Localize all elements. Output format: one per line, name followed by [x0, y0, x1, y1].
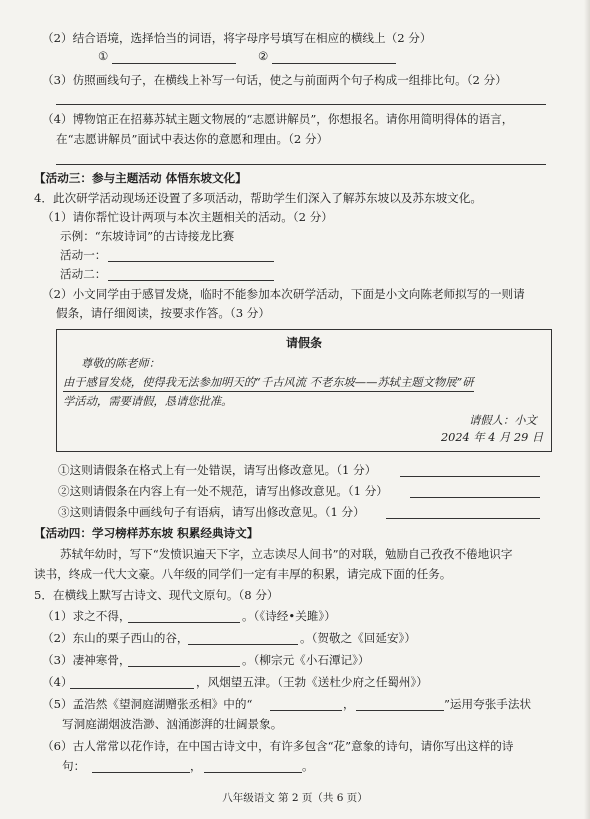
leave-note-date: 2024 年 4 月 29 日	[441, 431, 544, 444]
recite-6-line1: （6）古人常常以花作诗，在中国古诗文中，有许多包含“花”意象的诗句，请你写出这样的诗	[42, 739, 514, 753]
choice-2-blank[interactable]	[272, 63, 396, 64]
question-4-intro: 4．此次研学活动现场还设置了多项活动，帮助学生们深入了解苏东坡以及苏东坡文化。	[34, 191, 482, 205]
recite-4-source: ，风烟望五津。（王勃《送杜少府之任蜀州》）	[196, 675, 428, 689]
page-footer: 八年级语文 第 2 页（共 6 页）	[222, 792, 368, 804]
passage-line1: 苏轼年幼时，写下“发愤识遍天下字，立志读尽人间书”的对联，勉励自己孜孜不倦地识字	[60, 547, 513, 561]
activity-4-heading: 【活动四：学习榜样苏东坡 积累经典诗文】	[34, 526, 259, 540]
question-4-2-line1: （2）小文同学由于感冒发烧，临时不能参加本次研学活动，下面是小文向陈老师拟写的一则请	[42, 287, 525, 301]
activity-2-label: 活动二：	[60, 267, 107, 281]
sub-question-2-blank[interactable]	[410, 497, 540, 498]
answer-line-q3[interactable]	[56, 104, 546, 105]
recite-2-prefix: （2）东山的栗子西山的谷，	[42, 631, 189, 645]
leave-note-body-line2: 学活动，需要请假，恳请您批准。	[63, 395, 233, 408]
recite-5-comma: ，	[343, 697, 355, 711]
choice-1-label: ①	[98, 49, 109, 63]
recite-5-line2: 写洞庭湖烟波浩渺、汹涌澎湃的壮阔景象。	[62, 717, 283, 731]
activity-2-blank[interactable]	[108, 280, 274, 281]
activity-3-heading: 【活动三：参与主题活动 体悟东坡文化】	[34, 171, 247, 185]
recite-5-prefix: （5）孟浩然《望洞庭湖赠张丞相》中的“	[42, 697, 253, 711]
leave-note-title: 请假条	[285, 336, 322, 350]
activity-1-label: 活动一：	[60, 248, 107, 262]
activity-1-blank[interactable]	[108, 261, 274, 262]
recite-6-period: 。	[302, 759, 314, 773]
recite-3-prefix: （3）凄神寒骨，	[42, 653, 131, 667]
sub-question-1-blank[interactable]	[400, 476, 540, 477]
question-2-3: （3）仿照画线句子，在横线上补写一句话，使之与前面两个句子构成一组排比句。（2 分）	[42, 73, 507, 87]
question-4-2-line2: 假条，请仔细阅读，按要求作答。（3 分）	[56, 306, 270, 320]
sub-question-3-blank[interactable]	[386, 518, 540, 519]
example-text: 示例：“东坡诗词”的古诗接龙比赛	[60, 229, 235, 243]
recite-4-prefix: （4）	[42, 675, 73, 689]
leave-note-box	[56, 329, 552, 452]
recite-6-prefix: 句：	[62, 759, 86, 773]
recite-6-comma: ，	[190, 759, 202, 773]
sub-question-2: ②这则请假条在内容上有一处不规范，请写出修改意见。（1 分）	[58, 484, 388, 498]
answer-line-q4[interactable]	[56, 164, 546, 165]
recite-6-blank-1[interactable]	[92, 772, 190, 773]
recite-2-source: 。（贺敬之《回延安》）	[300, 631, 416, 645]
choice-2-label: ②	[258, 49, 269, 63]
recite-4-blank[interactable]	[70, 688, 194, 689]
recite-2-blank[interactable]	[188, 644, 298, 645]
question-2-4-line2: 在“志愿讲解员”面试中表达你的意愿和理由。（2 分）	[56, 132, 329, 146]
leave-note-signer: 请假人：小文	[469, 414, 537, 427]
sub-question-3: ③这则请假条中画线句子有语病，请写出修改意见。（1 分）	[58, 505, 365, 519]
question-2-2: （2）结合语境，选择恰当的词语，将字母序号填写在相应的横线上（2 分）	[42, 31, 432, 45]
passage-line2: 读书，终成一代大文豪。八年级的同学们一定有丰厚的积累，请完成下面的任务。	[34, 567, 452, 581]
question-5-intro: 5．在横线上默写古诗文、现代文原句。（8 分）	[34, 588, 279, 602]
scan-edge-shadow	[584, 0, 590, 819]
recite-6-blank-2[interactable]	[204, 772, 302, 773]
leave-note-greeting: 尊敬的陈老师：	[81, 357, 161, 370]
recite-5-blank-2[interactable]	[356, 710, 444, 711]
recite-3-blank[interactable]	[128, 666, 240, 667]
recite-1-prefix: （1）求之不得，	[42, 609, 131, 623]
recite-3-source: 。（柳宗元《小石潭记》）	[242, 653, 370, 667]
recite-5-suffix: ”运用夸张手法状	[444, 697, 532, 711]
recite-5-blank-1[interactable]	[270, 710, 342, 711]
question-4-1: （1）请你帮忙设计两项与本次主题相关的活动。（2 分）	[42, 210, 333, 224]
sub-question-1: ①这则请假条在格式上有一处错误，请写出修改意见。（1 分）	[58, 463, 377, 477]
recite-1-blank[interactable]	[128, 622, 240, 623]
leave-note-body-line1: 由于感冒发烧，使得我无法参加明天的“千古风流 不老东坡——苏轼主题文物展”研	[63, 375, 474, 392]
recite-1-source: 。（《诗经•关雎》）	[242, 609, 336, 623]
choice-1-blank[interactable]	[112, 63, 236, 64]
question-2-4-line1: （4）博物馆正在招募苏轼主题文物展的“志愿讲解员”，你想报名。请你用简明得体的语言，	[42, 112, 514, 126]
